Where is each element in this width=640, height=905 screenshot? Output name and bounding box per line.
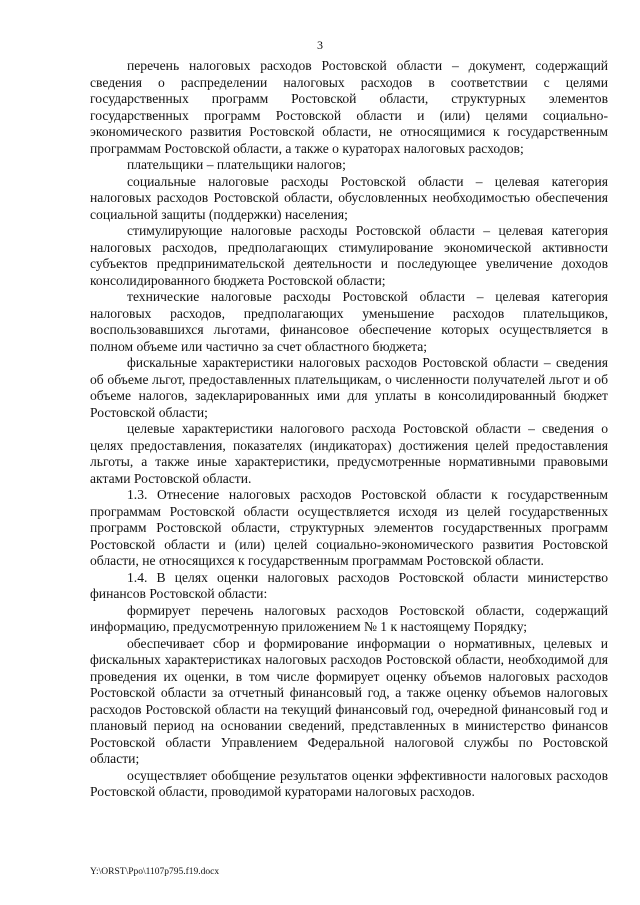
paragraph-payers-definition: плательщики – плательщики налогов;: [127, 157, 346, 172]
paragraph-section-1-4: 1.4. В целях оценки налоговых расходов Ростовской области министерство финансов Ростовской области:: [90, 569, 608, 601]
document-body: [90, 58, 608, 801]
paragraph-technical-tax-expenditures: технические налоговые расходы Ростовской области – целевая категория налоговых расходов, предполагающих уменьшение расходов плательщиков, воспользовавшихся льготами, финансовое обеспечение которых осуществляется в полном объеме или частично за счет областного бюджета;: [90, 289, 608, 354]
paragraph-summarizes-results: осуществляет обобщение результатов оценки эффективности налоговых расходов Ростовской области, проводимой кураторами налоговых расходов.: [90, 767, 608, 799]
paragraph-section-1-3: 1.3. Отнесение налоговых расходов Ростовской области к государственным программам Ростовской области осуществляется исходя из целей государственных программ Ростовской области, структурных элементов государственных программ Ростовской области и (или) целей социально-экономического развития Ростовской области, не относящихся к государственным программам Ростовской области.: [90, 487, 608, 568]
paragraph-stimulating-tax-expenditures: стимулирующие налоговые расходы Ростовской области – целевая категория налоговых расходов, предполагающих стимулирование экономической активности субъектов предпринимательской деятельности и последующее увеличение доходов консолидированного бюджета Ростовской области;: [90, 223, 608, 288]
file-path-footer: Y:\ORST\Ppo\1107p795.f19.docx: [90, 867, 220, 877]
paragraph-tax-expenditure-list-definition: перечень налоговых расходов Ростовской области – документ, содержащий сведения о распределении налоговых расходов в соответствии с целями государственных программ Ростовской области, структурных элементов государственных программ Ростовской области и (или) целями социально-экономического развития Ростовской области, не относящимися к государственным программам Ростовской области, а также о кураторах налоговых расходов;: [90, 58, 608, 156]
paragraph-forms-list: формирует перечень налоговых расходов Ростовской области, содержащий информацию, предусмотренную приложением № 1 к настоящему Порядку;: [90, 602, 608, 634]
paragraph-fiscal-characteristics: фискальные характеристики налоговых расходов Ростовской области – сведения об объеме льгот, предоставленных плательщикам, о численности получателей льгот и об объеме налогов, задекларированных ими для уплаты в консолидированный бюджет Ростовской области;: [90, 355, 608, 420]
paragraph-target-characteristics: целевые характеристики налогового расхода Ростовской области – сведения о целях предоставления, показателях (индикаторах) достижения целей предоставления льготы, а также иные характеристики, предусмотренные нормативными правовыми актами Ростовской области.: [90, 421, 608, 486]
page-number: 3: [317, 38, 323, 52]
paragraph-collects-information: обеспечивает сбор и формирование информации о нормативных, целевых и фискальных характеристиках налоговых расходов Ростовской области, необходимой для проведения их оценки, в том числе формирует оценку объемов налоговых расходов Ростовской области за отчетный финансовый год, а также оценку объемов налоговых расходов Ростовской области на текущий финансовый год, очередной финансовый год и плановый период на основании сведений, представленных в министерство финансов Ростовской области Управлением Федеральной налоговой службы по Ростовской области;: [90, 635, 608, 766]
paragraph-social-tax-expenditures: социальные налоговые расходы Ростовской области – целевая категория налоговых расходов Ростовской области, обусловленных необходимостью обеспечения социальной защиты (поддержки) населения;: [90, 173, 608, 222]
